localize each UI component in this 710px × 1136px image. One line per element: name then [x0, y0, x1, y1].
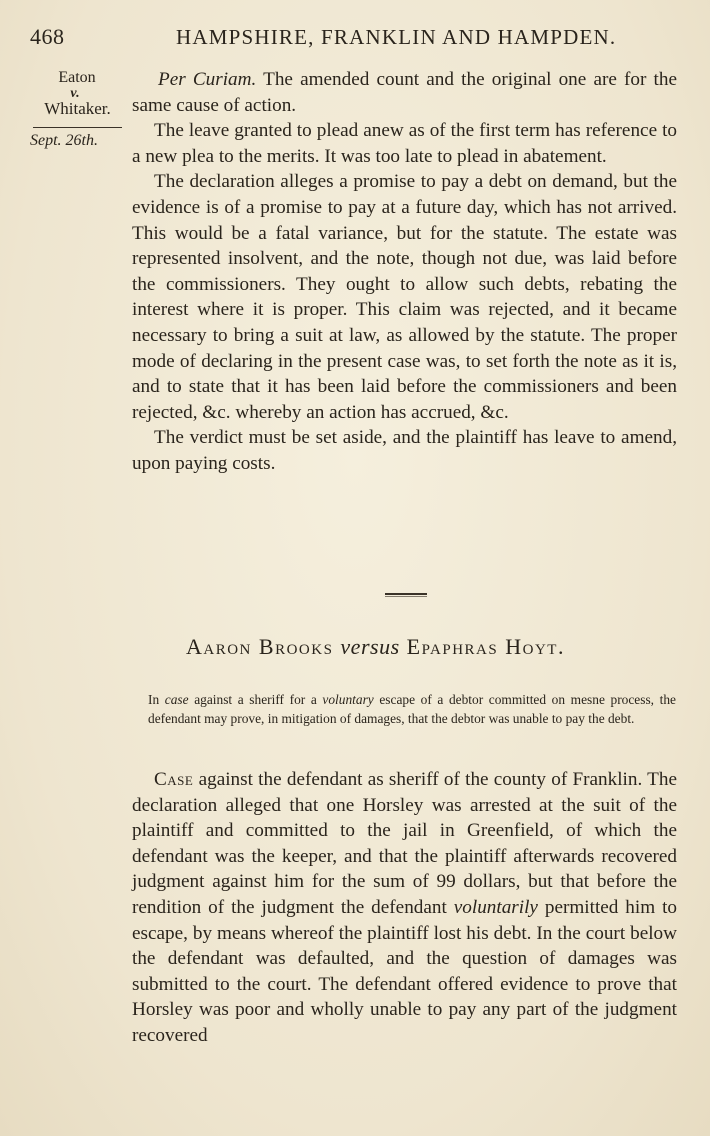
section-ornament	[385, 593, 427, 599]
opinion-p1-text: The amended count and the original one are for the same cause of action.	[132, 69, 677, 116]
page-number: 468	[30, 24, 65, 49]
headnote	[148, 690, 676, 728]
margin-rule	[33, 127, 122, 128]
headnote-paragraph	[148, 690, 676, 728]
case-title	[186, 634, 565, 660]
headnote-voluntary: voluntary	[322, 692, 374, 707]
statement-voluntarily: voluntarily	[453, 896, 538, 918]
opinion-lead: Per Curiam.	[158, 69, 257, 90]
opinion-text	[132, 67, 677, 477]
running-head: HAMPSHIRE, FRANKLIN AND HAMPDEN.	[176, 25, 617, 49]
headnote-text-1: against a sheriff for a	[188, 692, 323, 707]
case-defendant: Epaphras Hoyt.	[406, 634, 565, 659]
headnote-case-word: case	[164, 692, 189, 707]
margin-case-plaintiff: Eaton	[58, 69, 96, 86]
ornament-bar	[385, 596, 427, 597]
case-versus: versus	[340, 634, 400, 659]
statement-text-1: against the defendant as sheriff of the county of Franklin. The declaration alleged that one Horsley was arrested at the suit of the plaintiff and committed to the jail in Greenfield, of which the defendant was the keeper, and that the plaintiff afterwards recovered judgment against him for the sum of 99 dollars, but that before the rendition of the judgment the defendant	[132, 769, 677, 918]
opinion-paragraph: The declaration alleges a promise to pay a debt on demand, but the evidence is of a promise to pay at a future day, which has not arrived. This would be a fatal variance, but for the statute. The estate was represented insolvent, and the note, though not due, was laid before the commissioners. They ought to allow such debts, rebating the interest where it is proper. This claim was rejected, and it became necessary to bring a suit at law, as allowed by the statute. The proper mode of declaring in the present case was, to set forth the note as it is, and to state that it has been laid before the commissioners and been rejected, &c. whereby an action has accrued, &c.	[132, 171, 677, 423]
opinion-paragraph: The leave granted to plead anew as of the first term has reference to a new plea to the merits. It was too late to plead in abatement.	[132, 120, 677, 167]
case-statement	[132, 767, 677, 1049]
headnote-in: In	[148, 692, 165, 707]
statement-text-2: permitted him to escape, by means whereof the plaintiff lost his debt. In the court below the defendant was defaulted, and the question of damages was submitted to the court. The defendant offered evidence to prove that Horsley was poor and wholly unable to pay any part of the judgment recovered	[132, 896, 677, 1046]
margin-case-versus: v.	[70, 86, 80, 101]
statement-paragraph	[132, 767, 677, 1049]
ornament-bar	[385, 593, 427, 595]
margin-date: Sept. 26th.	[30, 132, 98, 149]
statement-lead: Case	[154, 769, 194, 790]
headnote-text-2: escape of a debtor committed on mesne process, the defendant may prove, in mitigation of damages, that the debtor was unable to pay the debt.	[148, 692, 676, 726]
opinion-paragraph: The verdict must be set aside, and the plaintiff has leave to amend, upon paying costs.	[132, 427, 677, 474]
margin-case-defendant: Whitaker.	[44, 99, 111, 118]
case-plaintiff: Aaron Brooks	[186, 634, 334, 659]
opinion-paragraph	[132, 67, 677, 118]
